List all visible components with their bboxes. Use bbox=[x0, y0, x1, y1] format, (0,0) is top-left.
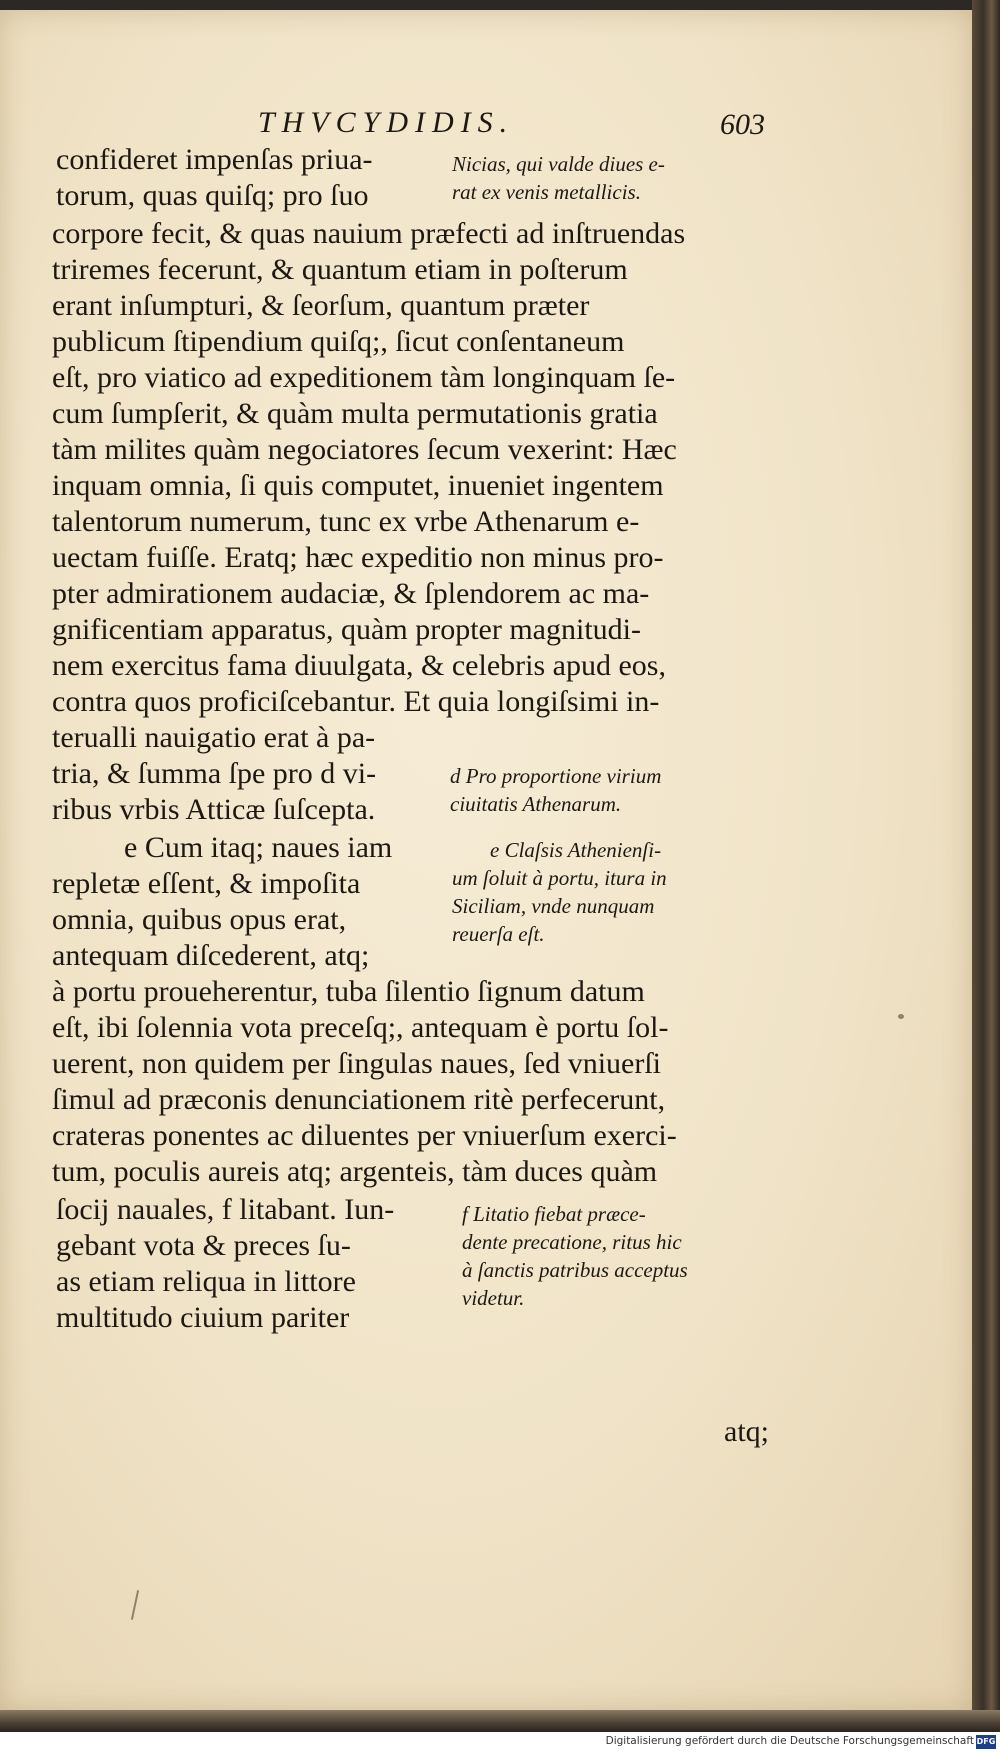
footer-strip bbox=[0, 1732, 1000, 1753]
text-line: pter admirationem audaciæ, & ſplendorem ac ma- bbox=[52, 577, 650, 610]
text-line: publicum ſtipendium quiſq;, ſicut conſentaneum bbox=[52, 325, 625, 358]
marginal-note-line: Siciliam, vnde nunquam bbox=[452, 894, 655, 918]
text-line: torum, quas quiſq; pro ſuo bbox=[56, 179, 369, 212]
marginal-note-line: ciuitatis Athenarum. bbox=[450, 792, 622, 816]
marginal-note-line: rat ex venis metallicis. bbox=[452, 180, 641, 204]
page-edge bbox=[972, 0, 1000, 1730]
text-line: eſt, pro viatico ad expeditionem tàm longinquam ſe- bbox=[52, 361, 676, 394]
book-page bbox=[0, 10, 972, 1710]
text-line: tria, & ſumma ſpe pro d vi- bbox=[52, 757, 377, 790]
paper-speck bbox=[898, 1014, 904, 1019]
text-line: triremes fecerunt, & quantum etiam in poſterum bbox=[52, 253, 628, 286]
text-line: erant inſumpturi, & ſeorſum, quantum præter bbox=[52, 289, 590, 322]
marginal-note-line: Nicias, qui valde diues e- bbox=[452, 152, 665, 176]
dfg-logo-icon: DFG bbox=[976, 1735, 996, 1749]
marginal-note-line: videtur. bbox=[462, 1286, 525, 1310]
text-line: à portu proueherentur, tuba ſilentio ſignum datum bbox=[52, 975, 645, 1008]
text-line: tàm milites quàm negociatores ſecum vexerint: Hæc bbox=[52, 433, 677, 466]
text-line: antequam diſcederent, atq; bbox=[52, 939, 370, 972]
marginal-note-line: dente precatione, ritus hic bbox=[462, 1230, 682, 1254]
marginal-note-line: f Litatio fiebat præce- bbox=[462, 1202, 646, 1226]
footer-credit: Digitalisierung gefördert durch die Deutsche Forschungsgemeinschaft bbox=[605, 1735, 974, 1747]
text-line: e Cum itaq; naues iam bbox=[124, 831, 393, 864]
text-line: talentorum numerum, tunc ex vrbe Athenarum e- bbox=[52, 505, 640, 538]
text-line: contra quos proficiſcebantur. Et quia longiſsimi in- bbox=[52, 685, 660, 718]
text-line: gebant vota & preces ſu- bbox=[56, 1229, 351, 1262]
text-line: omnia, quibus opus erat, bbox=[52, 903, 347, 936]
marginal-note-line: à ſanctis patribus acceptus bbox=[462, 1258, 688, 1282]
text-line: ſimul ad præconis denunciationem ritè perfecerunt, bbox=[52, 1083, 666, 1116]
text-line: gnificentiam apparatus, quàm propter magnitudi- bbox=[52, 613, 641, 646]
text-line: uectam fuiſſe. Eratq; hæc expeditio non minus pro- bbox=[52, 541, 664, 574]
running-head: THVCYDIDIS. bbox=[258, 106, 515, 139]
text-line: confideret impenſas priua- bbox=[56, 143, 373, 176]
text-line: terualli nauigatio erat à pa- bbox=[52, 721, 376, 754]
text-line: multitudo ciuium pariter bbox=[56, 1301, 350, 1334]
text-line: as etiam reliqua in littore bbox=[56, 1265, 356, 1298]
text-line: ribus vrbis Atticæ ſuſcepta. bbox=[52, 793, 376, 826]
text-line: tum, poculis aureis atq; argenteis, tàm duces quàm bbox=[52, 1155, 658, 1188]
book-bottom-edge bbox=[0, 1710, 1000, 1732]
pencil-mark bbox=[131, 1590, 139, 1620]
text-line: nem exercitus fama diuulgata, & celebris apud eos, bbox=[52, 649, 666, 682]
page-number: 603 bbox=[720, 108, 765, 141]
text-line: uerent, non quidem per ſingulas naues, ſed vniuerſi bbox=[52, 1047, 662, 1080]
text-line: eſt, ibi ſolennia vota preceſq;, antequam è portu ſol- bbox=[52, 1011, 669, 1044]
text-line: cum ſumpſerit, & quàm multa permutationis gratia bbox=[52, 397, 658, 430]
text-line: inquam omnia, ſi quis computet, inueniet ingentem bbox=[52, 469, 664, 502]
marginal-note-line: d Pro proportione virium bbox=[450, 764, 662, 788]
text-line: corpore fecit, & quas nauium præfecti ad inſtruendas bbox=[52, 217, 686, 250]
text-line: repletæ eſſent, & impoſita bbox=[52, 867, 361, 900]
marginal-note-line: um ſoluit à portu, itura in bbox=[452, 866, 667, 890]
marginal-note-line: e Claſsis Athenienſi- bbox=[490, 838, 662, 862]
text-line: ſocij nauales, f litabant. Iun- bbox=[56, 1193, 395, 1226]
text-line: crateras ponentes ac diluentes per vniuerſum exerci- bbox=[52, 1119, 677, 1152]
marginal-note-line: reuerſa eſt. bbox=[452, 922, 545, 946]
catchword: atq; bbox=[724, 1415, 769, 1448]
